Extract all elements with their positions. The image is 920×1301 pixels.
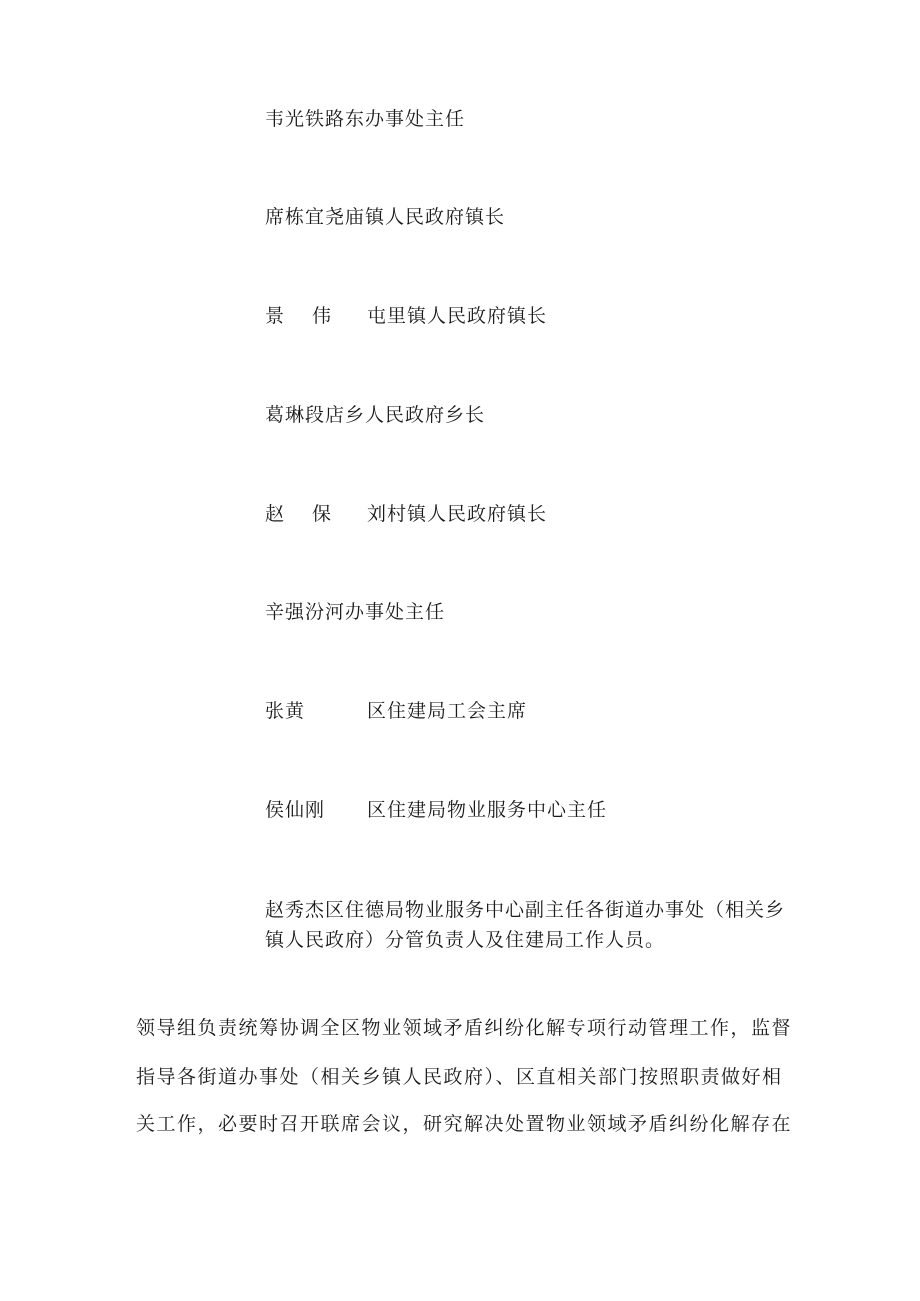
member-entry xyxy=(265,797,607,823)
member-entry xyxy=(265,599,445,625)
member-name: 张黄 xyxy=(265,700,306,722)
member-name-char: 赵 xyxy=(265,503,285,525)
member-entry xyxy=(265,303,547,329)
member-title: 辛强汾河办事处主任 xyxy=(265,601,446,623)
member-title: 屯里镇人民政府镇长 xyxy=(367,305,548,327)
members-note: 赵秀杰区住德局物业服务中心副主任各街道办事处（相关乡镇人民政府）分管负责人及住建局工作人员。 xyxy=(265,899,786,951)
member-name-char: 景 xyxy=(265,305,285,327)
member-title: 刘村镇人民政府镇长 xyxy=(367,503,548,525)
member-name-char: 伟 xyxy=(312,305,332,327)
member-title: 席栋宜尧庙镇人民政府镇长 xyxy=(265,206,506,228)
member-title: 葛琳段店乡人民政府乡长 xyxy=(265,404,486,426)
member-entry xyxy=(265,402,485,428)
member-name: 侯仙刚 xyxy=(265,799,326,821)
member-title: 韦光铁路东办事处主任 xyxy=(265,108,466,130)
member-entry xyxy=(265,501,547,527)
member-name-char: 保 xyxy=(312,503,332,525)
body-paragraph-line: 指导各街道办事处（相关乡镇人民政府）、区直相关部门按照职责做好相 xyxy=(136,1066,783,1088)
member-title: 区住建局工会主席 xyxy=(367,700,528,722)
member-entry xyxy=(265,106,465,132)
member-entry xyxy=(265,204,505,230)
member-title: 区住建局物业服务中心主任 xyxy=(367,799,608,821)
body-paragraph-line: 关工作，必要时召开联席会议，研究解决处置物业领域矛盾纠纷化解存在 xyxy=(136,1113,793,1135)
member-name xyxy=(265,303,367,329)
body-paragraph-line: 领导组负责统筹协调全区物业领域矛盾纠纷化解专项行动管理工作，监督 xyxy=(136,1017,793,1039)
member-name xyxy=(265,501,367,527)
member-entry xyxy=(265,698,527,724)
